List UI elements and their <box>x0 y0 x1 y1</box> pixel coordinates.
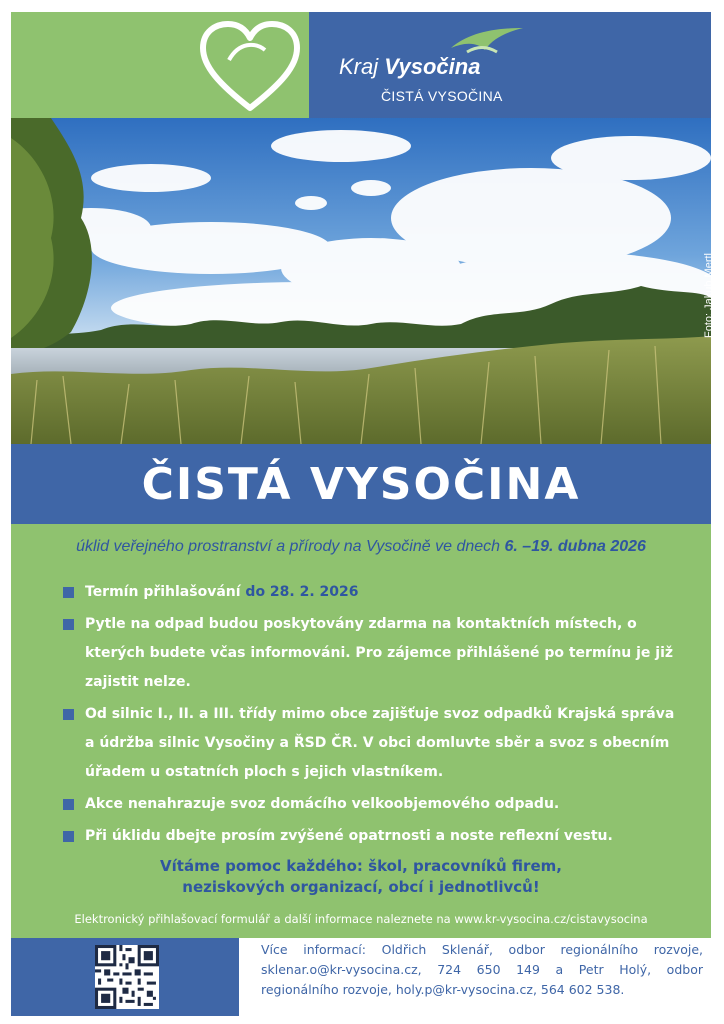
welcome-line-2: neziskových organizací, obcí i jednotlivců! <box>182 878 540 896</box>
brand-name <box>339 54 480 80</box>
info-bullets <box>61 578 681 854</box>
bullet-square-icon <box>63 619 74 630</box>
bullet-bags <box>61 610 681 697</box>
bullet-text: Pytle na odpad budou poskytovány zdarma na kontaktních místech, o kterých budete včas informováni. Pro zájemce přihlášené po termínu je již zajistit nelze. <box>85 616 674 690</box>
welcome-line-1: Vítáme pomoc každého: škol, pracovníků firem, <box>160 857 562 875</box>
main-title: ČISTÁ VYSOČINA <box>141 458 581 510</box>
bullet-roads <box>61 700 681 787</box>
heart-icon <box>199 20 301 114</box>
header-blue-panel <box>309 12 711 118</box>
brand-subtitle: ČISTÁ VYSOČINA <box>381 88 503 104</box>
bullet-square-icon <box>63 587 74 598</box>
brand-vysocina: Vysočina <box>384 54 481 79</box>
bullet-registration <box>61 578 681 607</box>
welcome-message <box>11 856 711 898</box>
kraj-vysocina-logo-icon <box>447 22 527 56</box>
bullet-text: Od silnic I., II. a III. třídy mimo obce zajišťuje svoz odpadků Krajská správa a údržba silnic Vysočiny a ŘSD ČR. V obci domluvte sběr a svoz s obecním úřadem u ostatních ploch s jejich vlastníkem. <box>85 706 675 780</box>
bullet-safety <box>61 822 681 851</box>
bullet-square-icon <box>63 709 74 720</box>
registration-deadline: do 28. 2. 2026 <box>245 584 359 600</box>
landscape-photo <box>11 118 715 444</box>
event-subtitle <box>11 538 711 556</box>
header-green-panel <box>11 12 309 118</box>
poster <box>11 12 715 1016</box>
event-dates: 6. –19. dubna 2026 <box>504 538 646 555</box>
title-band <box>11 444 711 524</box>
photo-credit: Foto: Jakub Mertl <box>703 253 715 338</box>
subtitle-text: úklid veřejného prostranství a přírody na Vysočině ve dnech <box>76 538 501 555</box>
bullet-text: Akce nenahrazuje svoz domácího velkoobjemového odpadu. <box>85 796 560 812</box>
online-registration-info: Elektronický přihlašovací formulář a další informace naleznete na www.kr-vysocina.cz/cistavysocina <box>74 912 648 926</box>
bullet-text: Při úklidu dbejte prosím zvýšené opatrnosti a noste reflexní vestu. <box>85 828 613 844</box>
bullet-square-icon <box>63 831 74 842</box>
info-panel <box>11 524 711 938</box>
bullet-square-icon <box>63 799 74 810</box>
qr-panel <box>11 938 239 1016</box>
brand-kraj: Kraj <box>339 54 379 79</box>
bullet-bulky-waste <box>61 790 681 819</box>
landscape-illustration <box>11 118 711 444</box>
contact-info: Více informací: Oldřich Sklenář, odbor regionálního rozvoje, sklenar.o@kr-vysocina.cz, 724 650 149 a Petr Holý, odbor regionálního rozvoje, holy.p@kr-vysocina.cz, 564 602 538. <box>261 942 703 997</box>
bullet-text: Termín přihlašování <box>85 584 241 600</box>
qr-code-icon[interactable] <box>95 945 159 1009</box>
